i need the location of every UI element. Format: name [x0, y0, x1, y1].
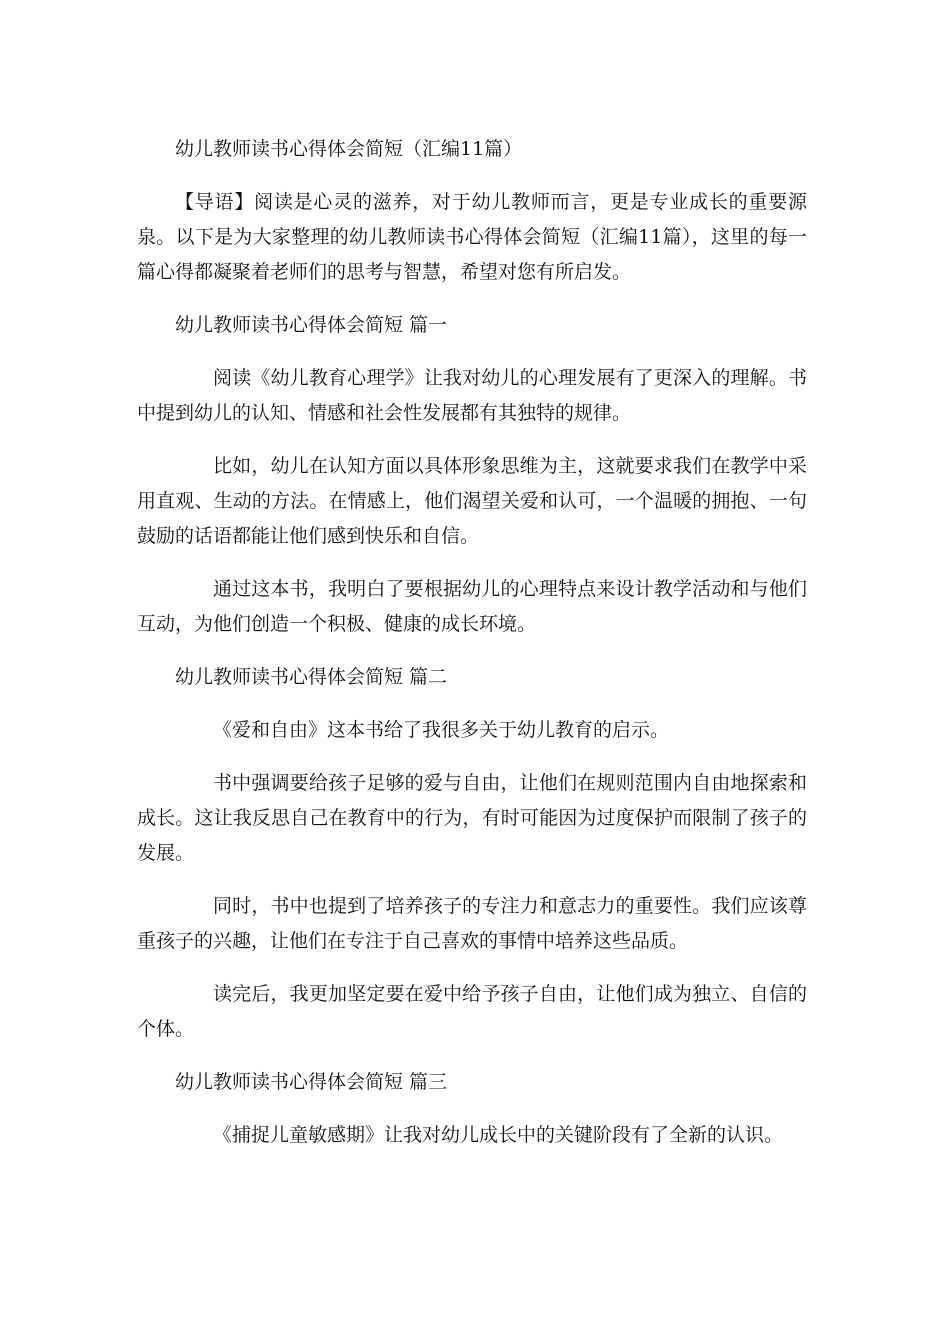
intro-text: 阅读是心灵的滋养，对于幼儿教师而言，更是专业成长的重要源泉。以下是为大家整理的幼儿教师读书心得体会简短（汇编11篇），这里的每一篇心得都凝聚着老师们的思考与智慧，希望对您有所启发。	[137, 191, 807, 283]
section-3-paragraph-1: 《捕捉儿童敏感期》让我对幼儿成长中的关键阶段有了全新的认识。	[213, 1124, 784, 1146]
section-2-paragraph-4: 读完后，我更加坚定要在爱中给予孩子自由，让他们成为独立、自信的个体。	[137, 983, 807, 1040]
section-2-paragraph-1: 《爱和自由》这本书给了我很多关于幼儿教育的启示。	[213, 719, 670, 741]
document-body	[137, 132, 807, 1171]
document-title: 幼儿教师读书心得体会简短（汇编11篇）	[175, 138, 523, 160]
section-heading-1: 幼儿教师读书心得体会简短 篇一	[175, 314, 448, 336]
section-2-paragraph-3: 同时，书中也提到了培养孩子的专注力和意志力的重要性。我们应该尊重孩子的兴趣，让他们在专注于自己喜欢的事情中培养这些品质。	[137, 895, 807, 952]
section-heading-2: 幼儿教师读书心得体会简短 篇二	[175, 666, 448, 688]
intro-paragraph	[137, 185, 807, 290]
section-1-paragraph-1: 阅读《幼儿教育心理学》让我对幼儿的心理发展有了更深入的理解。书中提到幼儿的认知、情感和社会性发展都有其独特的规律。	[137, 367, 807, 424]
intro-tag: 【导语】	[175, 191, 255, 213]
section-1-paragraph-3: 通过这本书，我明白了要根据幼儿的心理特点来设计教学活动和与他们互动，为他们创造一个积极、健康的成长环境。	[137, 578, 807, 635]
section-heading-3: 幼儿教师读书心得体会简短 篇三	[175, 1071, 448, 1093]
section-2-paragraph-2: 书中强调要给孩子足够的爱与自由，让他们在规则范围内自由地探索和成长。这让我反思自己在教育中的行为，有时可能因为过度保护而限制了孩子的发展。	[137, 772, 807, 864]
section-1-paragraph-2: 比如，幼儿在认知方面以具体形象思维为主，这就要求我们在教学中采用直观、生动的方法。在情感上，他们渴望关爱和认可，一个温暖的拥抱、一句鼓励的话语都能让他们感到快乐和自信。	[137, 455, 807, 547]
